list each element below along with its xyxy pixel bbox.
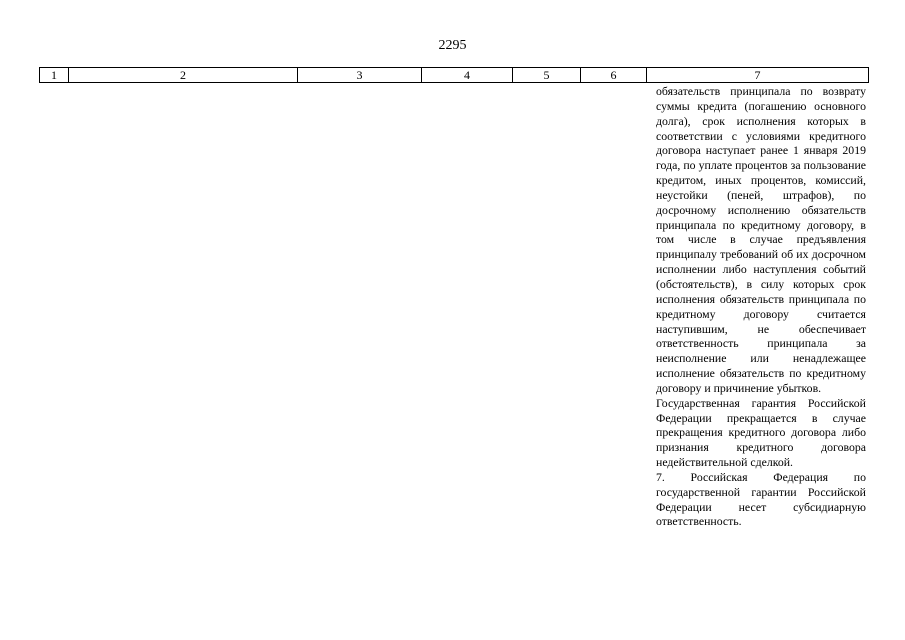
column-7-text	[656, 84, 866, 529]
paragraph-guarantee-termination: Государственная гарантия Российской Федерации прекращается в случае прекращения кредитного договора либо признания кредитного договора недействительной сделкой.	[656, 395, 866, 470]
column-header-1: 1	[40, 68, 69, 83]
page-number: 2295	[438, 38, 467, 53]
paragraph-guarantee-scope: обязательств принципала по возврату суммы кредита (погашению основного долга), срок исполнения которых в соответствии с условиями кредитного договора наступает ранее 1 января 2019 года, по уплате процентов за пользование кредитом, иных процентов, комиссий, неустойки (пеней, штрафов), по досрочному исполнению обязательств принципала по кредитному договору, в том числе в случае предъявления принципалу требований об их досрочном исполнении либо наступления событий (обстоятельств), в силу которых срок исполнения обязательств принципала по кредитному договору считается наступившим, не обеспечивает ответственность принципала за неисполнение или ненадлежащее исполнение обязательств по кредитному договору и причинение убытков.	[656, 84, 866, 395]
column-header-4: 4	[422, 68, 513, 83]
column-header-5: 5	[513, 68, 581, 83]
column-header-7: 7	[647, 68, 869, 83]
column-header-table	[39, 67, 869, 83]
header-row	[40, 68, 869, 83]
paragraph-subsidiary-liability: 7. Российская Федерация по государственной гарантии Российской Федерации несет субсидиарную ответственность.	[656, 469, 866, 529]
column-header-3: 3	[298, 68, 422, 83]
column-header-6: 6	[581, 68, 647, 83]
column-header-2: 2	[69, 68, 298, 83]
